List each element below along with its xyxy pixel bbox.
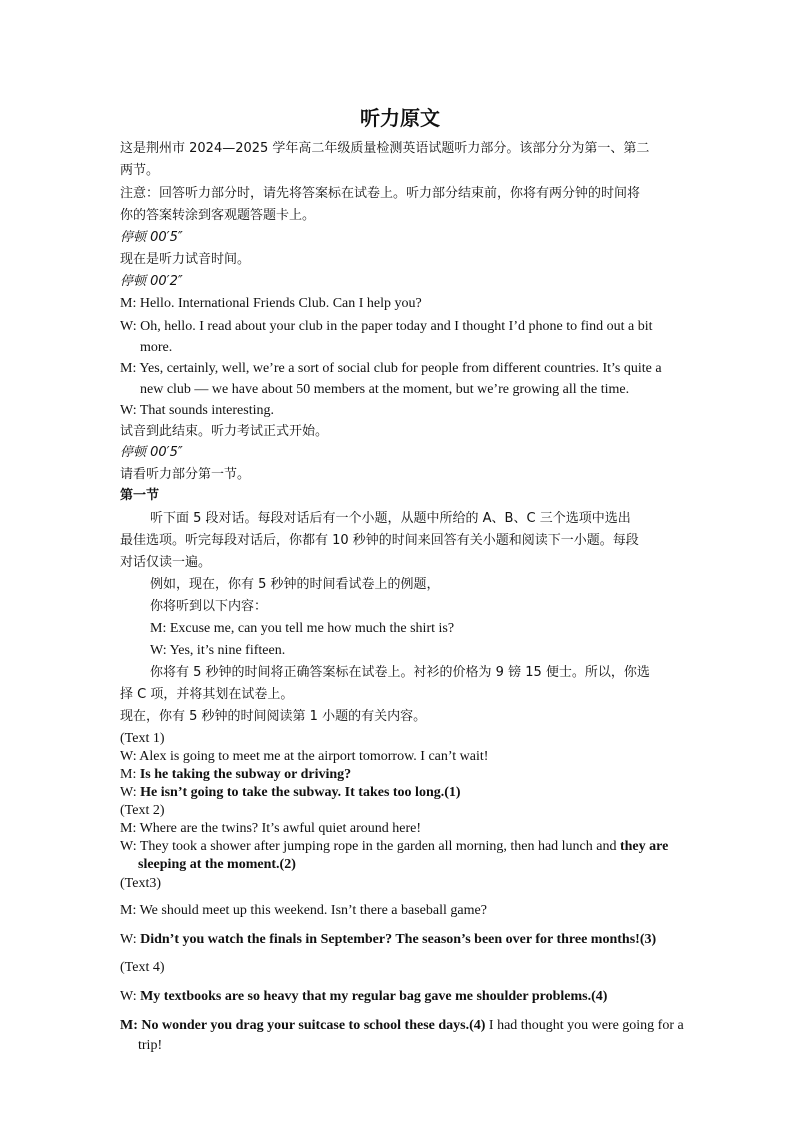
section-1-prompt: 请看听力部分第一节。 — [120, 467, 251, 482]
trial-line-m2-cont: new club — we have about 50 members at the moment, but we’re growing all the time. — [140, 382, 630, 397]
bold-dialog: He isn’t going to take the subway. It takes too long.(1) — [140, 785, 461, 800]
example-line-4: 择 C 项，并将其划在试卷上。 — [120, 687, 294, 702]
example-dialog-w: W: Yes, it’s nine fifteen. — [150, 643, 286, 658]
trial-line-m2: M: Yes, certainly, well, we’re a sort of social club for people from different countries. It’s quite a — [120, 361, 662, 376]
trial-line-w1: W: Oh, hello. I read about your club in the paper today and I thought I’d phone to find out a bit — [120, 319, 653, 334]
text-3-line-w — [120, 930, 685, 950]
text-4-line-w — [120, 987, 685, 1007]
instructions-line-2: 最佳选项。听完每段对话后，你都有 10 秒钟的时间来回答有关小题和阅读下一小题。每段 — [120, 533, 639, 548]
speaker-prefix: M: — [120, 767, 140, 782]
pause-note-3: 停顿 00′5″ — [120, 445, 183, 460]
example-line-3: 你将有 5 秒钟的时间将正确答案标在试卷上。衬衫的价格为 9 镑 15 便士。所以，你选 — [150, 665, 650, 680]
trial-line-w1-cont: more. — [140, 340, 173, 355]
instructions-line-1: 听下面 5 段对话。每段对话后有一个小题，从题中所给的 A、B、C 三个选项中选出 — [150, 511, 631, 526]
bold-dialog: My textbooks are so heavy that my regular bag gave me shoulder problems.(4) — [140, 989, 608, 1004]
bold-dialog: they are — [619, 839, 669, 854]
example-line-2: 你将听到以下内容： — [150, 599, 268, 614]
page-title: 听力原文 — [360, 106, 440, 130]
trial-end: 试音到此结束。听力考试正式开始。 — [120, 424, 329, 439]
speaker-prefix: W: — [120, 785, 141, 800]
trial-line-m1: M: Hello. International Friends Club. Can I help you? — [120, 296, 422, 311]
text-4-line-m — [120, 1016, 685, 1036]
instructions-line-3: 对话仅读一遍。 — [120, 555, 212, 570]
speaker-prefix: W: — [120, 932, 141, 947]
text-2-label: (Text 2) — [120, 803, 165, 818]
bold-dialog: sleeping at the moment.(2) — [138, 857, 296, 872]
bold-dialog: Is he taking the subway or driving? — [139, 767, 352, 782]
text-1-line-w2 — [120, 783, 685, 803]
text-4-label: (Text 4) — [120, 960, 165, 975]
section-1-heading: 第一节 — [120, 488, 160, 503]
dialog-text: I had thought you were going for a — [485, 1018, 684, 1033]
intro-line-2: 两节。 — [120, 163, 160, 178]
text-1-line-m — [120, 765, 685, 785]
text-4-line-m-cont: trip! — [138, 1038, 163, 1053]
text-2-line-m: M: Where are the twins? It’s awful quiet around here! — [120, 821, 422, 836]
text-2-line-w-cont — [138, 855, 703, 875]
pause-note-1: 停顿 00′5″ — [120, 230, 183, 245]
intro-line-3: 注意：回答听力部分时，请先将答案标在试卷上。听力部分结束前，你将有两分钟的时间将 — [120, 186, 641, 201]
example-dialog-m: M: Excuse me, can you tell me how much the shirt is? — [150, 621, 455, 636]
text-3-line-m: M: We should meet up this weekend. Isn’t there a baseball game? — [120, 903, 487, 918]
bold-dialog: M: No wonder you drag your suitcase to school these days.(4) — [120, 1018, 486, 1033]
text-1-label: (Text 1) — [120, 731, 165, 746]
dialog-text: W: They took a shower after jumping rope in the garden all morning, then had lunch and — [120, 839, 620, 854]
speaker-prefix: W: — [120, 989, 141, 1004]
trial-start: 现在是听力试音时间。 — [120, 252, 251, 267]
bold-dialog: Didn’t you watch the finals in September? The season’s been over for three months!(3) — [140, 932, 657, 947]
pause-note-2: 停顿 00′2″ — [120, 274, 183, 289]
trial-line-w2: W: That sounds interesting. — [120, 403, 274, 418]
text-3-label: (Text3) — [120, 876, 162, 891]
text-2-line-w — [120, 837, 685, 857]
intro-line-4: 你的答案转涂到客观题答题卡上。 — [120, 208, 316, 223]
example-line-1: 例如，现在，你有 5 秒钟的时间看试卷上的例题， — [150, 577, 440, 592]
text-1-line-w: W: Alex is going to meet me at the airport tomorrow. I can’t wait! — [120, 749, 489, 764]
now-read-prompt: 现在，你有 5 秒钟的时间阅读第 1 小题的有关内容。 — [120, 709, 427, 724]
intro-line-1: 这是荆州市 2024—2025 学年高二年级质量检测英语试题听力部分。该部分分为第一、第二 — [120, 141, 650, 156]
